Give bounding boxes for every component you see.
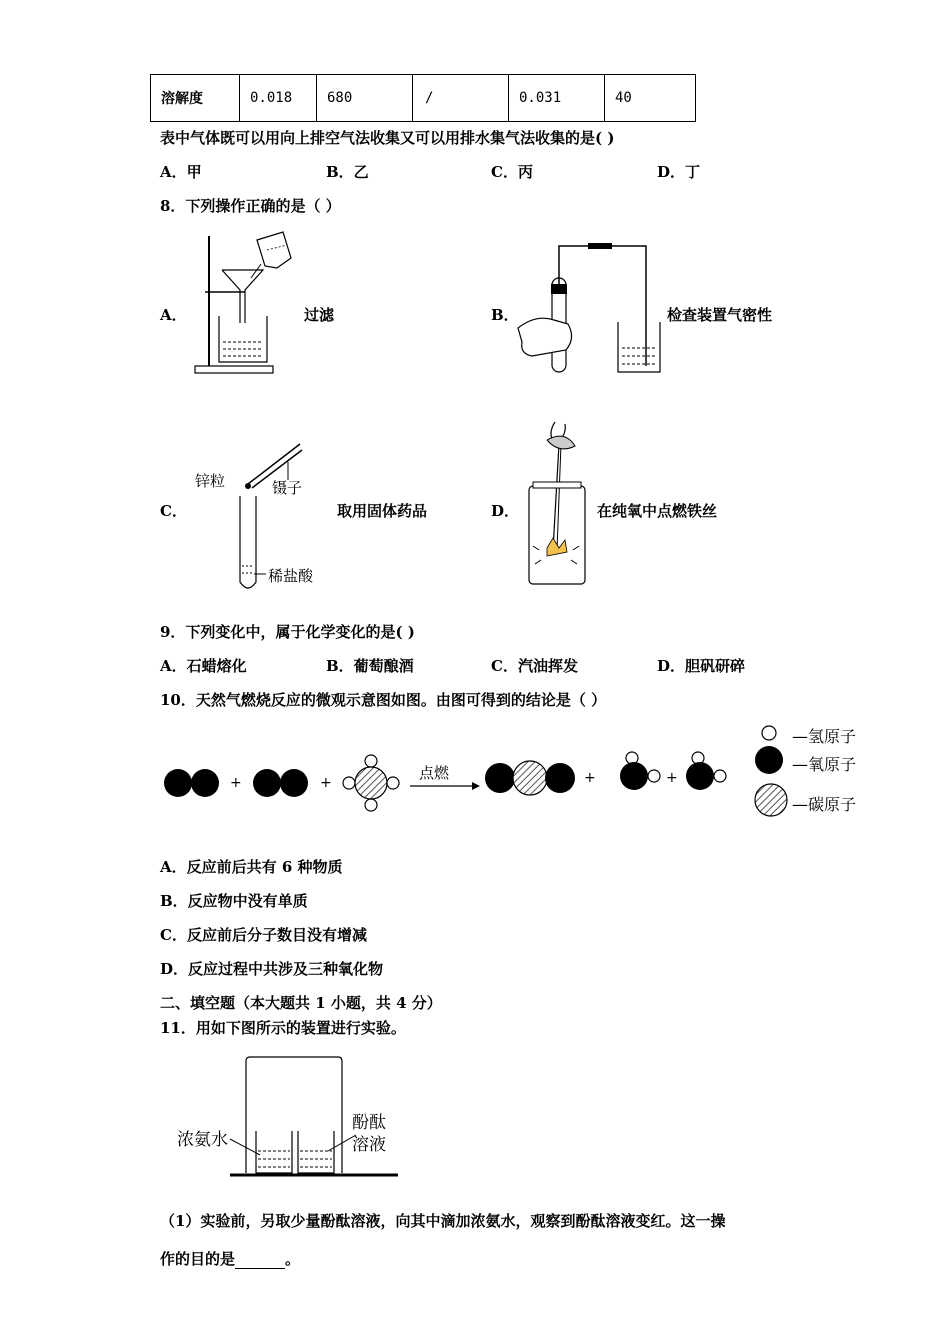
reaction-arrowhead: [472, 782, 480, 790]
table-cell: 0.031: [509, 75, 605, 122]
q9-stem: 9．下列变化中，属于化学变化的是( ): [160, 623, 415, 641]
tweezers-label: 镊子: [272, 479, 303, 497]
q8-option-a-caption: 过滤: [304, 306, 335, 324]
zinc-granule-label: 锌粒: [195, 472, 226, 490]
iron-wire-combustion-figure: [525, 420, 595, 590]
plus-sign: +: [584, 770, 596, 786]
reaction-diagram: [160, 740, 800, 830]
table-row: [151, 75, 696, 122]
q7-option-b[interactable]: B．乙: [326, 163, 369, 181]
phenolphthalein-label: 酚酞: [352, 1113, 386, 1133]
q9-option-a[interactable]: A．石蜡熔化: [160, 657, 247, 675]
q8-option-b-letter[interactable]: B．: [491, 306, 519, 324]
reaction-condition: 点燃: [419, 764, 450, 782]
oxygen-atom-legend-icon: [755, 746, 783, 774]
q11-part1-line2: [160, 1248, 300, 1269]
table-row-label: 溶解度: [151, 75, 240, 122]
oxygen-atom: [485, 763, 515, 793]
q11-stem: 11．用如下图所示的装置进行实验。: [160, 1019, 406, 1037]
plus-sign: +: [666, 770, 678, 786]
oxygen-atom: [280, 769, 308, 797]
q8-option-d-caption: 在纯氧中点燃铁丝: [597, 502, 718, 520]
q9-option-c[interactable]: C．汽油挥发: [491, 657, 578, 675]
filtration-apparatus-figure: [195, 228, 310, 378]
carbon-atom-legend-icon: [755, 784, 787, 816]
q10-option-b[interactable]: B．反应物中没有单质: [160, 892, 308, 910]
carbon-atom: [513, 761, 547, 795]
q7-stem: 表中气体既可以用向上排空气法收集又可以用排水集气法收集的是( ): [160, 129, 615, 147]
q7-option-a[interactable]: A．甲: [160, 163, 202, 181]
table-cell: /: [413, 75, 509, 122]
table-cell: 680: [317, 75, 413, 122]
oxygen-atom: [191, 769, 219, 797]
q10-option-a[interactable]: A．反应前后共有 6 种物质: [160, 858, 343, 876]
solution-label: 溶液: [352, 1135, 386, 1155]
q8-option-c-letter[interactable]: C．: [160, 502, 187, 520]
table-cell: 40: [605, 75, 696, 122]
legend-hydrogen: —氢原子: [792, 727, 857, 746]
q11-part1-line2-end: 。: [285, 1250, 301, 1268]
legend-carbon: —碳原子: [792, 795, 857, 814]
plus-sign: +: [320, 775, 332, 791]
hydrogen-atom: [365, 755, 377, 767]
oxygen-atom: [164, 769, 192, 797]
q8-stem: 8．下列操作正确的是（ ）: [160, 197, 341, 215]
q7-option-d[interactable]: D．丁: [657, 163, 701, 181]
oxygen-atom: [686, 762, 714, 790]
hydrogen-atom-legend-icon: [762, 726, 776, 740]
q9-option-b[interactable]: B．葡萄酿酒: [326, 657, 414, 675]
atom-legend-icons: [752, 720, 792, 820]
carbon-atom: [355, 767, 387, 799]
q10-option-c[interactable]: C．反应前后分子数目没有增减: [160, 926, 367, 944]
q8-option-c-caption: 取用固体药品: [337, 502, 428, 520]
q9-option-d[interactable]: D．胆矾研碎: [657, 657, 746, 675]
hydrogen-atom: [387, 777, 399, 789]
oxygen-atom: [253, 769, 281, 797]
q10-stem: 10．天然气燃烧反应的微观示意图如图。由图可得到的结论是（ ）: [160, 691, 607, 709]
q8-option-a-letter[interactable]: A．: [160, 306, 187, 324]
plus-sign: +: [230, 775, 242, 791]
q8-option-d-letter[interactable]: D．: [491, 502, 520, 520]
oxygen-atom: [545, 763, 575, 793]
table-cell: 0.018: [240, 75, 317, 122]
q10-option-d[interactable]: D．反应过程中共涉及三种氧化物: [160, 960, 384, 978]
hydrogen-atom: [343, 777, 355, 789]
legend-oxygen: —氧原子: [792, 755, 857, 774]
hydrogen-atom: [714, 770, 726, 782]
oxygen-atom: [620, 762, 648, 790]
section-title: 二、填空题（本大题共 1 小题，共 4 分）: [160, 994, 442, 1012]
hydrogen-atom: [365, 799, 377, 811]
dilute-hcl-label: 稀盐酸: [268, 567, 314, 585]
airtightness-check-figure: [518, 238, 668, 378]
q11-part1-line2-text: 作的目的是: [160, 1250, 236, 1268]
q7-option-c[interactable]: C．丙: [491, 163, 533, 181]
solubility-table: [150, 74, 696, 122]
conc-ammonia-label: 浓氨水: [177, 1130, 228, 1150]
q11-part1-line1: （1）实验前，另取少量酚酞溶液，向其中滴加浓氨水，观察到酚酞溶液变红。这一操: [160, 1212, 726, 1230]
answer-blank[interactable]: [235, 1254, 285, 1269]
hydrogen-atom: [648, 770, 660, 782]
q8-option-b-caption: 检查装置气密性: [667, 306, 773, 324]
